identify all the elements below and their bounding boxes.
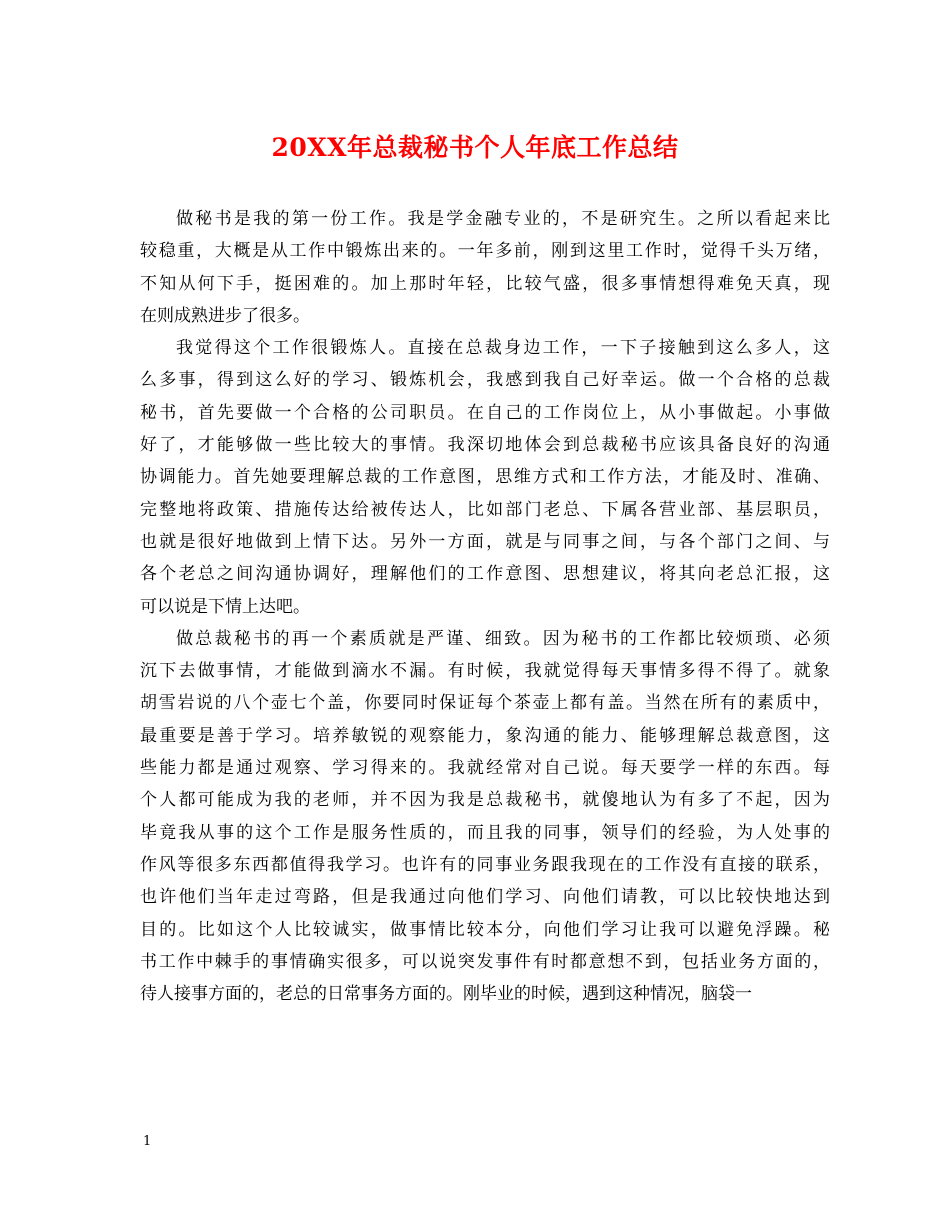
paragraph: [140, 623, 830, 1011]
paragraph-line: 较稳重，大概是从工作中锻炼出来的。一年多前，刚到这里工作时，觉得千头万绪，: [140, 241, 830, 262]
paragraph-line: 最重要是善于学习。培养敏锐的观察能力，象沟通的能力、能够理解总裁意图，这: [140, 725, 830, 746]
paragraph-line: 好了，才能够做一些比较大的事情。我深切地体会到总裁秘书应该具备良好的沟通: [140, 435, 830, 456]
paragraph-line: 秘书，首先要做一个合格的公司职员。在自己的工作岗位上，从小事做起。小事做: [140, 402, 830, 423]
paragraph-line: 不知从何下手，挺困难的。加上那时年轻，比较气盛，很多事情想得难免天真，现: [140, 273, 830, 294]
page-number: 1: [143, 1134, 152, 1149]
paragraph-line: 做总裁秘书的再一个素质就是严谨、细致。因为秘书的工作都比较烦琐、必须: [176, 628, 830, 649]
paragraph-line: 毕竟我从事的这个工作是服务性质的，而且我的同事，领导们的经验，为人处事的: [140, 822, 830, 843]
paragraph-line: 沉下去做事情，才能做到滴水不漏。有时候，我就觉得每天事情多得不得了。就象: [140, 661, 830, 682]
paragraph-line: 么多事，得到这么好的学习、锻炼机会，我感到我自己好幸运。做一个合格的总裁: [140, 370, 830, 391]
paragraph-line: 待人接事方面的，老总的日常事务方面的。刚毕业的时候，遇到这种情况，脑袋一: [140, 984, 752, 1005]
paragraph-line: 在则成熟进步了很多。: [140, 305, 310, 326]
paragraph-line: 作风等很多东西都值得我学习。也许有的同事业务跟我现在的工作没有直接的联系，: [140, 854, 830, 875]
paragraph-line: 胡雪岩说的八个壶七个盖，你要同时保证每个茶壶上都有盖。当然在所有的素质中，: [140, 693, 830, 714]
paragraph-line: 个人都可能成为我的老师，并不因为我是总裁秘书，就傻地认为有多了不起，因为: [140, 790, 830, 811]
paragraph-line: 些能力都是通过观察、学习得来的。我就经常对自己说。每天要学一样的东西。每: [140, 758, 830, 779]
paragraph-line: 也许他们当年走过弯路，但是我通过向他们学习、向他们请教，可以比较快地达到: [140, 887, 830, 908]
document-body: [140, 203, 830, 1010]
paragraph-line: 书工作中棘手的事情确实很多，可以说突发事件有时都意想不到，包括业务方面的，: [140, 951, 830, 972]
paragraph-line: 做秘书是我的第一份工作。我是学金融专业的，不是研究生。之所以看起来比: [176, 209, 830, 229]
paragraph-line: 完整地将政策、措施传达给被传达人，比如部门老总、下属各营业部、基层职员，: [140, 499, 830, 520]
paragraph-line: 可以说是下情上达吧。: [140, 596, 310, 617]
paragraph-line: 各个老总之间沟通协调好，理解他们的工作意图、思想建议，将其向老总汇报，这: [140, 564, 830, 585]
paragraph-line: 我觉得这个工作很锻炼人。直接在总裁身边工作，一下子接触到这么多人，这: [176, 338, 830, 359]
paragraph-line: 目的。比如这个人比较诚实，做事情比较本分，向他们学习让我可以避免浮躁。秘: [140, 919, 830, 940]
paragraph-line: 协调能力。首先她要理解总裁的工作意图，思维方式和工作方法，才能及时、准确、: [140, 467, 830, 488]
paragraph: [140, 332, 830, 623]
paragraph: [140, 203, 830, 332]
paragraph-line: 也就是很好地做到上情下达。另外一方面，就是与同事之间，与各个部门之间、与: [140, 531, 830, 552]
document-title: 20XX年总裁秘书个人年底工作总结: [271, 133, 679, 162]
